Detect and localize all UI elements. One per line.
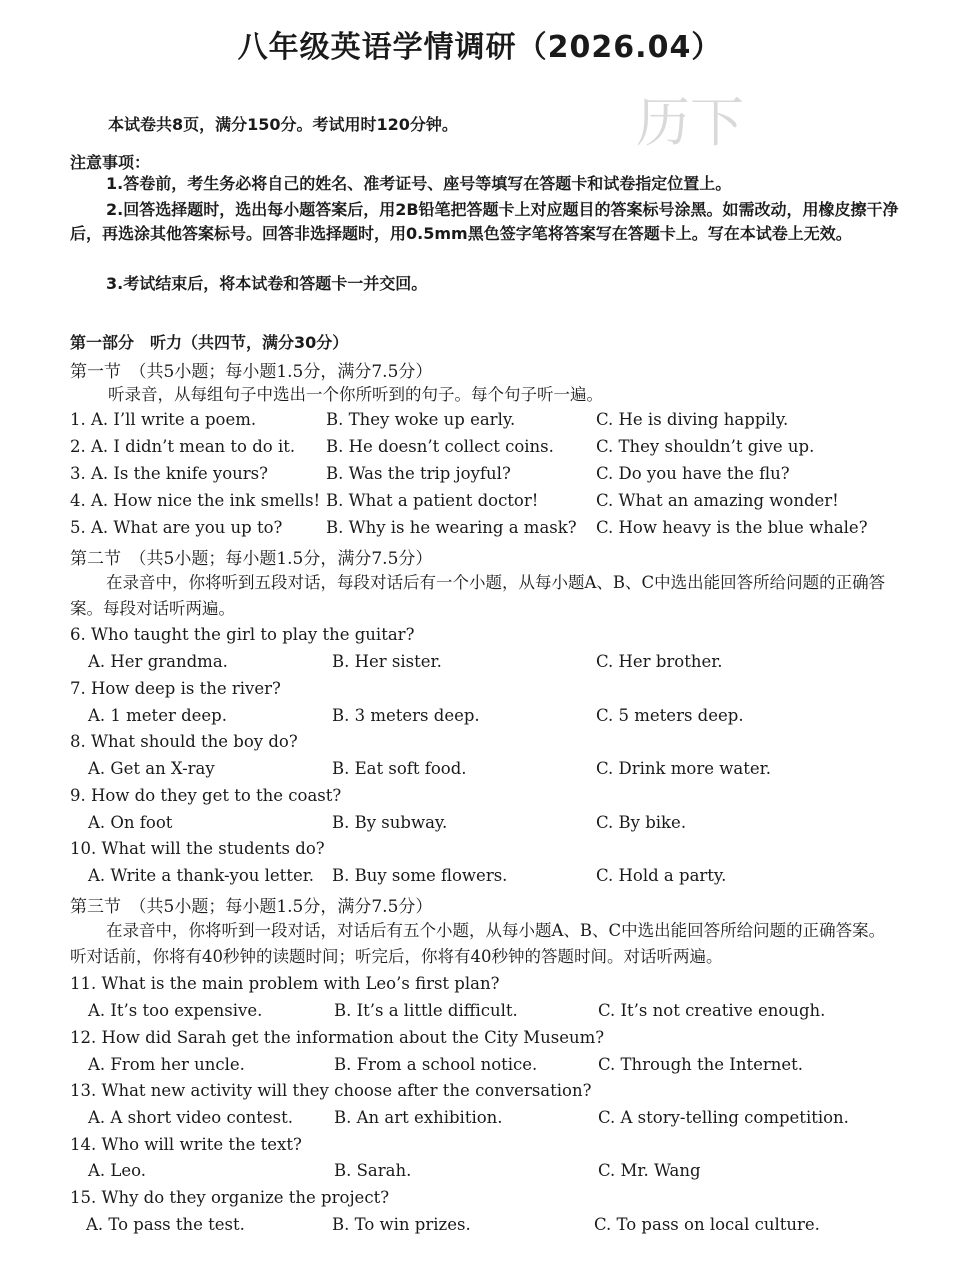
note-item: 1.答卷前，考生务必将自己的姓名、准考证号、座号等填写在答题卡和试卷指定位置上。	[106, 174, 732, 193]
option-c: C. They shouldn’t give up.	[596, 437, 815, 456]
question-stem: 14. Who will write the text?	[70, 1135, 302, 1154]
option-c: C. It’s not creative enough.	[598, 1001, 826, 1020]
option-c: C. How heavy is the blue whale?	[596, 518, 868, 537]
watermark: 历下	[636, 91, 744, 154]
option-c: C. Mr. Wang	[598, 1161, 701, 1180]
option-c: C. Her brother.	[596, 652, 723, 671]
note-item: 3.考试结束后，将本试卷和答题卡一并交回。	[106, 274, 428, 293]
page-title: 八年级英语学情调研（2026.04）	[237, 30, 723, 65]
part-heading: 第一部分 听力（共四节，满分30分）	[70, 333, 349, 352]
option-c: C. A story-telling competition.	[598, 1108, 849, 1127]
question-row	[70, 464, 940, 488]
option-a: 1. A. I’ll write a poem.	[70, 410, 257, 429]
section-heading: 第一节 （共5小题；每小题1.5分，满分7.5分）	[70, 362, 433, 382]
option-b: B. 3 meters deep.	[332, 706, 480, 725]
option-a: A. 1 meter deep.	[88, 706, 227, 725]
option-c: C. To pass on local culture.	[594, 1215, 820, 1234]
option-b: B. It’s a little difficult.	[334, 1001, 518, 1020]
option-b: B. Her sister.	[332, 652, 442, 671]
question-stem: 7. How deep is the river?	[70, 679, 281, 698]
section-instruction: 听录音，从每组句子中选出一个你所听到的句子。每个句子听一遍。	[108, 385, 603, 404]
question-stem: 11. What is the main problem with Leo’s first plan?	[70, 974, 500, 993]
option-b: B. Sarah.	[334, 1161, 412, 1180]
question-stem: 9. How do they get to the coast?	[70, 786, 342, 805]
question-row	[70, 1055, 940, 1079]
notes-heading: 注意事项：	[70, 153, 151, 172]
exam-info: 本试卷共8页，满分150分。考试用时120分钟。	[108, 115, 458, 134]
option-c: C. By bike.	[596, 813, 687, 832]
option-a: 5. A. What are you up to?	[70, 518, 283, 537]
option-c: C. Through the Internet.	[598, 1055, 804, 1074]
question-row	[70, 652, 940, 676]
section-heading: 第二节 （共5小题；每小题1.5分，满分7.5分）	[70, 549, 433, 569]
option-c: C. Drink more water.	[596, 759, 771, 778]
option-a: 3. A. Is the knife yours?	[70, 464, 268, 483]
option-a: 2. A. I didn’t mean to do it.	[70, 437, 296, 456]
option-a: A. Leo.	[88, 1161, 147, 1180]
question-row	[70, 759, 940, 783]
question-row	[70, 437, 940, 461]
option-a: A. A short video contest.	[88, 1108, 294, 1127]
option-b: B. By subway.	[332, 813, 448, 832]
question-row	[70, 491, 940, 515]
section-instruction: 在录音中，你将听到五段对话，每段对话后有一个小题，从每小题A、B、C中选出能回答所给问题的正确答案。每段对话听两遍。	[70, 573, 886, 618]
option-a: A. On foot	[88, 813, 173, 832]
option-a: A. To pass the test.	[86, 1215, 245, 1234]
option-b: B. Why is he wearing a mask?	[326, 518, 577, 537]
section-heading: 第三节 （共5小题；每小题1.5分，满分7.5分）	[70, 897, 433, 917]
option-c: C. What an amazing wonder!	[596, 491, 839, 510]
question-stem: 15. Why do they organize the project?	[70, 1188, 390, 1207]
option-c: C. Do you have the flu?	[596, 464, 790, 483]
question-stem: 13. What new activity will they choose after the conversation?	[70, 1081, 592, 1100]
option-a: A. Her grandma.	[88, 652, 228, 671]
question-stem: 10. What will the students do?	[70, 839, 325, 858]
question-row	[70, 1108, 940, 1132]
question-row	[70, 1001, 940, 1025]
option-b: B. They woke up early.	[326, 410, 516, 429]
question-row	[70, 410, 940, 434]
option-b: B. Was the trip joyful?	[326, 464, 511, 483]
option-a: A. Write a thank-you letter.	[88, 866, 315, 885]
option-b: B. What a patient doctor!	[326, 491, 539, 510]
question-row	[70, 1161, 940, 1185]
option-a: 4. A. How nice the ink smells!	[70, 491, 321, 510]
question-stem: 8. What should the boy do?	[70, 732, 298, 751]
question-stem: 12. How did Sarah get the information about the City Museum?	[70, 1028, 605, 1047]
question-row	[70, 706, 940, 730]
question-row	[70, 1215, 940, 1239]
option-b: B. Buy some flowers.	[332, 866, 508, 885]
option-a: A. It’s too expensive.	[88, 1001, 263, 1020]
option-b: B. Eat soft food.	[332, 759, 467, 778]
option-b: B. To win prizes.	[332, 1215, 471, 1234]
question-stem: 6. Who taught the girl to play the guitar?	[70, 625, 415, 644]
option-c: C. Hold a party.	[596, 866, 727, 885]
question-row	[70, 866, 940, 890]
question-row	[70, 518, 940, 542]
option-b: B. From a school notice.	[334, 1055, 538, 1074]
option-b: B. He doesn’t collect coins.	[326, 437, 554, 456]
option-a: A. From her uncle.	[88, 1055, 245, 1074]
section-instruction: 在录音中，你将听到一段对话，对话后有五个小题，从每小题A、B、C中选出能回答所给问题的正确答案。听对话前，你将有40秒钟的读题时间；听完后，你将有40秒钟的答题时间。对话听两遍。	[70, 921, 886, 966]
option-a: A. Get an X-ray	[88, 759, 215, 778]
option-c: C. He is diving happily.	[596, 410, 789, 429]
option-c: C. 5 meters deep.	[596, 706, 744, 725]
question-row	[70, 813, 940, 837]
option-b: B. An art exhibition.	[334, 1108, 503, 1127]
note-item: 2.回答选择题时，选出每小题答案后，用2B铅笔把答题卡上对应题目的答案标号涂黑。如需改动，用橡皮擦干净后，再选涂其他答案标号。回答非选择题时，用0.5mm黑色签字笔将答案写在答题卡上。写在本试卷上无效。	[70, 200, 899, 243]
